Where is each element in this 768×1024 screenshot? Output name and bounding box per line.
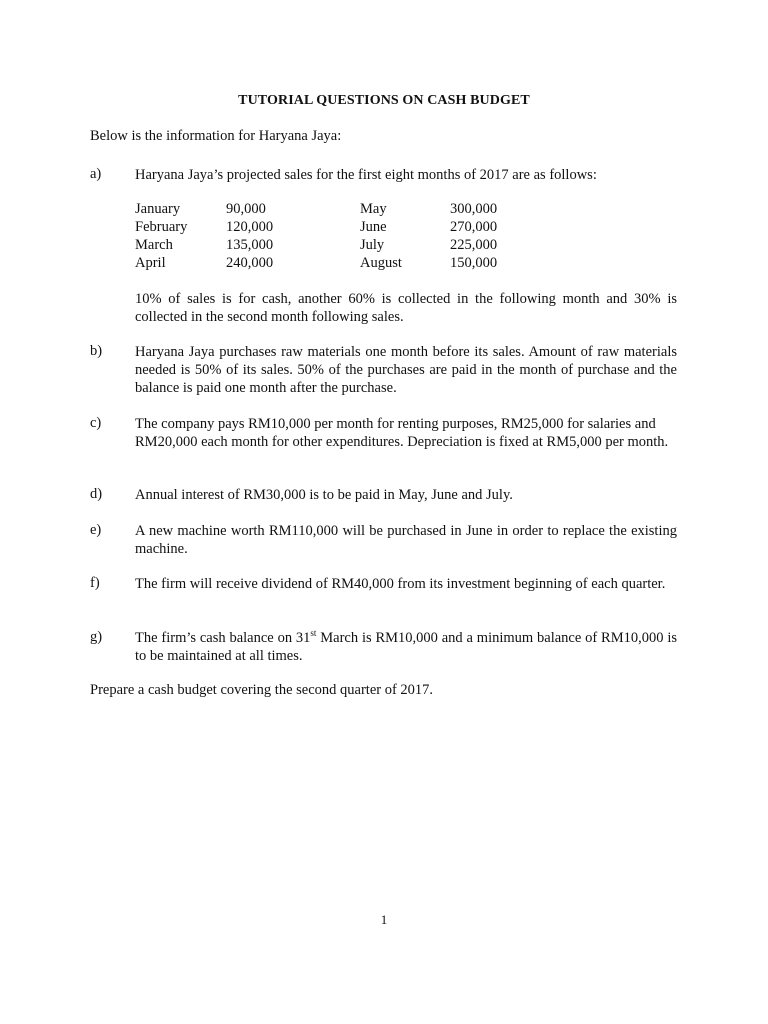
item-text: Haryana Jaya purchases raw materials one month before its sales. Amount of raw materials needed is 50% of its sales. 50% of the purchases are paid in the month of purchase and the balance is paid one month after the purchase. bbox=[135, 344, 677, 396]
item-label: c) bbox=[90, 415, 102, 431]
item-label: b) bbox=[90, 343, 103, 359]
item-label: a) bbox=[90, 166, 102, 182]
value-cell: 150,000 bbox=[450, 255, 498, 271]
intro-text: Below is the information for Haryana Jaya: bbox=[90, 128, 342, 144]
closing-instruction: Prepare a cash budget covering the second quarter of 2017. bbox=[90, 682, 434, 698]
item-text-after: March is RM10,000 and a minimum balance of RM10,000 is to be maintained at all times. bbox=[135, 630, 678, 664]
month-cell: January bbox=[135, 201, 181, 217]
item-text bbox=[135, 629, 677, 665]
month-cell: March bbox=[135, 237, 173, 253]
item-c bbox=[90, 415, 677, 451]
item-a bbox=[90, 166, 677, 184]
item-f bbox=[90, 575, 677, 593]
value-cell: 135,000 bbox=[226, 237, 274, 253]
value-cell: 225,000 bbox=[450, 237, 498, 253]
document-title: TUTORIAL QUESTIONS ON CASH BUDGET bbox=[238, 93, 530, 108]
item-text-before: The firm’s cash balance on 31 bbox=[135, 630, 311, 646]
item-text: Annual interest of RM30,000 is to be paid in May, June and July. bbox=[135, 487, 513, 503]
item-g bbox=[90, 629, 677, 665]
ordinal-superscript: st bbox=[310, 628, 317, 639]
value-cell: 90,000 bbox=[226, 201, 266, 217]
value-cell: 270,000 bbox=[450, 219, 498, 235]
item-text: The firm will receive dividend of RM40,000 from its investment beginning of each quarter. bbox=[135, 576, 666, 592]
item-label: f) bbox=[90, 575, 100, 591]
table-row bbox=[135, 200, 510, 218]
item-label: e) bbox=[90, 522, 102, 538]
table-row bbox=[135, 254, 510, 272]
item-label: d) bbox=[90, 486, 103, 502]
month-cell: July bbox=[360, 237, 385, 253]
item-text: Haryana Jaya’s projected sales for the first eight months of 2017 are as follows: bbox=[135, 167, 597, 183]
value-cell: 300,000 bbox=[450, 201, 498, 217]
item-b bbox=[90, 343, 677, 397]
month-cell: August bbox=[360, 255, 402, 271]
item-label: g) bbox=[90, 629, 103, 645]
month-cell: February bbox=[135, 219, 188, 235]
item-text: The company pays RM10,000 per month for renting purposes, RM25,000 for salaries and RM20,000 each month for other expenditures. Depreciation is fixed at RM5,000 per month. bbox=[135, 416, 669, 450]
month-cell: April bbox=[135, 255, 166, 271]
item-text: A new machine worth RM110,000 will be purchased in June in order to replace the existing machine. bbox=[135, 523, 677, 557]
month-cell: June bbox=[360, 219, 387, 235]
item-d bbox=[90, 486, 677, 504]
month-cell: May bbox=[360, 201, 387, 217]
value-cell: 240,000 bbox=[226, 255, 274, 271]
sales-note: 10% of sales is for cash, another 60% is collected in the following month and 30% is collected in the second month following sales. bbox=[135, 291, 677, 325]
page-number: 1 bbox=[380, 912, 388, 927]
value-cell: 120,000 bbox=[226, 219, 274, 235]
sales-table bbox=[135, 200, 510, 272]
table-row bbox=[135, 218, 510, 236]
table-row bbox=[135, 236, 510, 254]
item-e bbox=[90, 522, 677, 558]
